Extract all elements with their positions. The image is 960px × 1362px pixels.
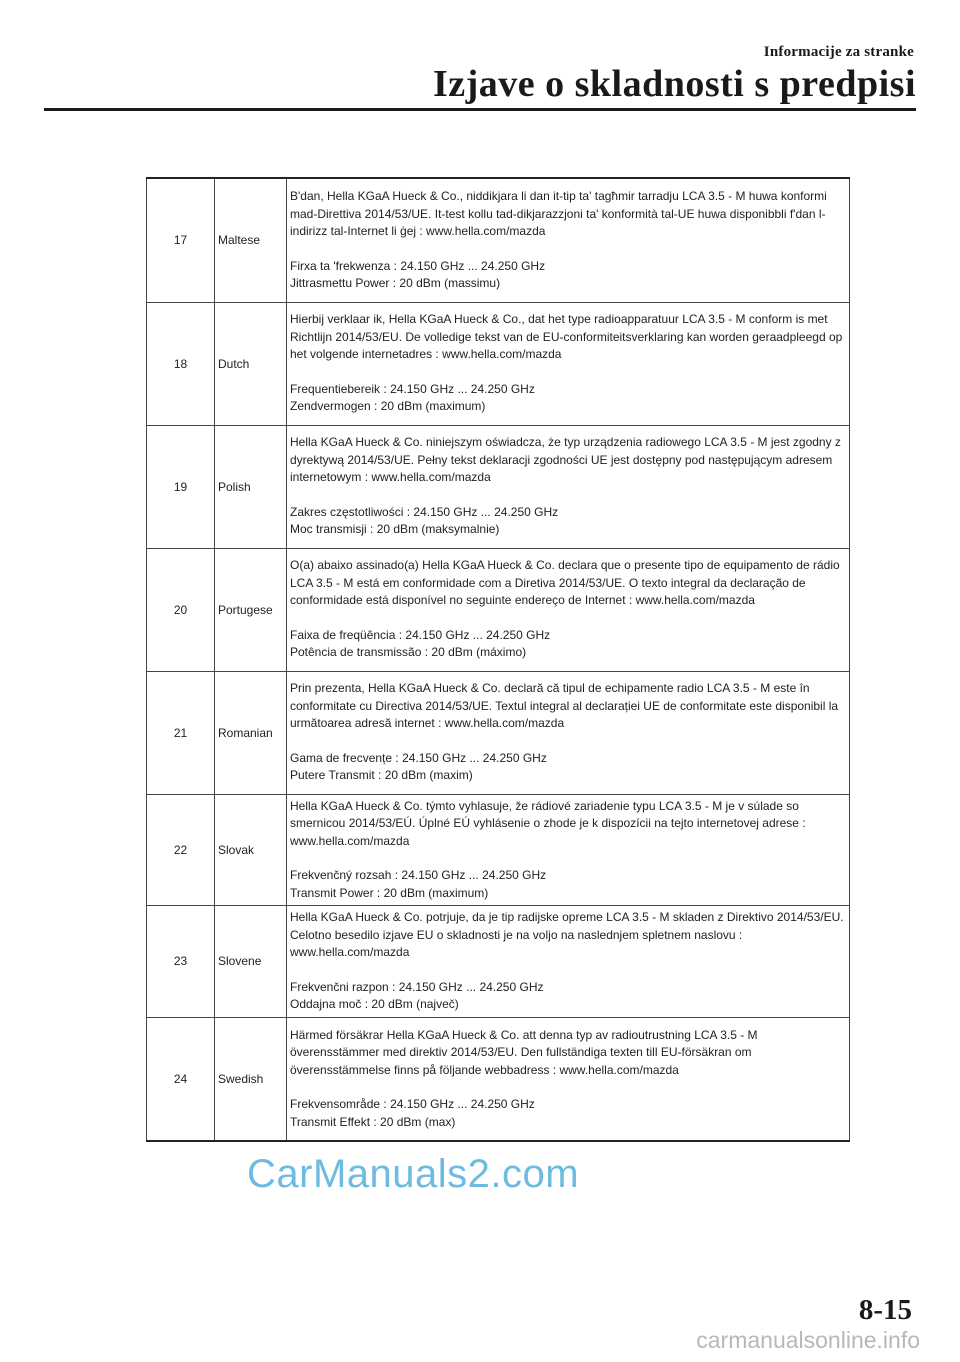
transmit-power-label: Jittrasmettu Power (290, 276, 390, 290)
frequency-band-value: 24.150 GHz ... 24.250 GHz (390, 1097, 535, 1111)
page-title: Izjave o skladnosti s predpisi (432, 63, 916, 105)
transmit-power: Moc transmisji : 20 dBm (maksymalnie) (290, 522, 500, 537)
table-row (147, 548, 850, 671)
declaration-text: Prin prezenta, Hella KGaA Hueck & Co. declară că tipul de echipamente radio LCA 3.5 - M este în conformitate cu Directiva 2014/53/UE. Textul integral al declarației UE de conformitate este disponibil la următoarea adresă internet : www.hella.com/mazda (290, 681, 839, 731)
transmit-power: Transmit Power : 20 dBm (maximum) (290, 885, 489, 900)
table-row (147, 1017, 850, 1141)
frequency-band: Frekvenčný rozsah : 24.150 GHz ... 24.250 GHz (290, 868, 547, 882)
transmit-power-label: Oddajna moč (290, 997, 362, 1011)
frequency-band-label: Firxa ta 'frekwenza (290, 258, 391, 273)
row-language: Portugese (215, 548, 287, 671)
row-declaration-cell (287, 178, 850, 302)
row-number: 20 (147, 548, 215, 671)
table-row (147, 906, 850, 1018)
declaration-text: Hierbij verklaar ik, Hella KGaA Hueck & Co., dat het type radioapparatuur LCA 3.5 - M conform is met Richtlijn 2014/53/EU. De volledige tekst van de EU-conformiteitsverklaring kan worden geraadpleegd op het volgende internetadres : www.hella.com/mazda (290, 312, 843, 362)
transmit-power: Jittrasmettu Power : 20 dBm (massimu) (290, 276, 501, 290)
frequency-band-value: 24.150 GHz ... 24.250 GHz (405, 627, 551, 642)
transmit-power-value: 20 dBm (max) (380, 1114, 456, 1129)
declaration-text: O(a) abaixo assinado(a) Hella KGaA Hueck & Co. declara que o presente tipo de equipamento de rádio LCA 3.5 - M está em conformidade com a Diretiva 2014/53/UE. O texto integral da declaração de conformidade está disponível no seguinte endereço de Internet : www.hella.com/mazda (290, 558, 840, 608)
frequency-band-label: Frekvenčný rozsah (290, 868, 392, 882)
transmit-power-value: 20 dBm (maxim) (384, 768, 473, 783)
transmit-power-label: Moc transmisji (290, 522, 367, 537)
transmit-power-label: Putere Transmit (290, 768, 375, 783)
transmit-power: Zendvermogen : 20 dBm (maximum) (290, 399, 486, 414)
transmit-power-label: Potência de transmissão (290, 645, 422, 660)
frequency-band: Frekvenčni razpon : 24.150 GHz ... 24.250 GHz (290, 979, 544, 994)
frequency-band-label: Zakres częstotliwości (290, 504, 404, 519)
frequency-band-label: Gama de frecvențe (290, 750, 393, 765)
transmit-power-value: 20 dBm (maksymalnie) (376, 522, 500, 537)
frequency-band-value: 24.150 GHz ... 24.250 GHz (413, 504, 559, 519)
frequency-band: Frequentiebereik : 24.150 GHz ... 24.250 GHz (290, 381, 535, 396)
declarations-table-body (147, 178, 850, 1141)
table-row (147, 794, 850, 906)
page-number: 8-15 (858, 1294, 912, 1326)
row-declaration-cell (287, 794, 850, 906)
transmit-power-value: 20 dBm (največ) (371, 997, 459, 1011)
row-number: 18 (147, 302, 215, 425)
row-declaration-cell (287, 906, 850, 1018)
frequency-band-label: Faixa de freqüência (290, 627, 396, 642)
transmit-power-value: 20 dBm (maximum) (383, 885, 489, 900)
transmit-power-value: 20 dBm (maximum) (380, 399, 486, 414)
frequency-band-label: Frekvensområde (290, 1097, 381, 1111)
frequency-band-label: Frequentiebereik (290, 381, 381, 396)
frequency-band: Zakres częstotliwości : 24.150 GHz ... 24.250 GHz (290, 504, 559, 519)
row-declaration-cell (287, 1017, 850, 1141)
row-number: 23 (147, 906, 215, 1018)
transmit-power-label: Transmit Power (290, 885, 374, 900)
frequency-band-label: Frekvenčni razpon (290, 979, 389, 994)
frequency-band-value: 24.150 GHz ... 24.250 GHz (400, 258, 546, 273)
row-language: Maltese (215, 178, 287, 302)
frequency-band: Firxa ta 'frekwenza : 24.150 GHz ... 24.250 GHz (290, 258, 546, 273)
frequency-band-value: 24.150 GHz ... 24.250 GHz (402, 750, 547, 765)
declaration-text: B'dan, Hella KGaA Hueck & Co., niddikjara li dan it-tip ta' tagħmir tarradju LCA 3.5 - M huwa konformi mad-Direttiva 2014/53/UE. It-test kollu tad-dikjarazzjoni ta' konformità tal-UE huwa disponibbli f'dan l-indirizz tal-Internet li ġej : www.hella.com/mazda (290, 189, 827, 238)
declarations-table (146, 177, 850, 1142)
row-language: Swedish (215, 1017, 287, 1141)
declaration-text: Hella KGaA Hueck & Co. týmto vyhlasuje, že rádiové zariadenie typu LCA 3.5 - M je v súlade so smernicou 2014/53/EÚ. Úplné EÚ vyhlásenie o zhode je k dispozícii na tejto internetovej adrese : www.hella.com/mazda (290, 798, 806, 848)
declaration-text: Hella KGaA Hueck & Co. potrjuje, da je tip radijske opreme LCA 3.5 - M skladen z Direktivo 2014/53/EU. Celotno besedilo izjave EU o skladnosti je na voljo na naslednjem spletnem naslovu : www.hella.com/mazda (290, 910, 844, 959)
transmit-power-label: Transmit Effekt (290, 1114, 371, 1129)
transmit-power: Transmit Effekt : 20 dBm (max) (290, 1114, 456, 1129)
frequency-band: Frekvensområde : 24.150 GHz ... 24.250 GHz (290, 1097, 535, 1111)
row-number: 21 (147, 671, 215, 794)
table-row (147, 671, 850, 794)
frequency-band-value: 24.150 GHz ... 24.250 GHz (401, 868, 547, 882)
transmit-power: Potência de transmissão : 20 dBm (máximo) (290, 645, 527, 660)
row-language: Polish (215, 425, 287, 548)
row-number: 19 (147, 425, 215, 548)
row-number: 17 (147, 178, 215, 302)
row-language: Romanian (215, 671, 287, 794)
declaration-text: Härmed försäkrar Hella KGaA Hueck & Co. att denna typ av radioutrustning LCA 3.5 - M överensstämmer med direktiv 2014/53/EU. Den fullständiga texten till EU-försäkran om överensstämmelse finns på följande webbadress : www.hella.com/mazda (290, 1027, 758, 1077)
frequency-band-value: 24.150 GHz ... 24.250 GHz (390, 381, 535, 396)
row-declaration-cell (287, 548, 850, 671)
transmit-power: Oddajna moč : 20 dBm (največ) (290, 997, 459, 1011)
table-row (147, 425, 850, 548)
row-declaration-cell (287, 302, 850, 425)
row-declaration-cell (287, 671, 850, 794)
transmit-power: Putere Transmit : 20 dBm (maxim) (290, 768, 473, 783)
transmit-power-value: 20 dBm (massimu) (399, 276, 501, 290)
declaration-text: Hella KGaA Hueck & Co. niniejszym oświadcza, że typ urządzenia radiowego LCA 3.5 - M jest zgodny z dyrektywą 2014/53/UE. Pełny tekst deklaracji zgodności UE jest dostępny pod następującym adresem internetowym : www.hella.com/mazda (290, 435, 841, 485)
table-row (147, 178, 850, 302)
section-label: Informacije za stranke (763, 44, 914, 60)
transmit-power-label: Zendvermogen (290, 399, 371, 414)
frequency-band: Gama de frecvențe : 24.150 GHz ... 24.250 GHz (290, 750, 547, 765)
row-language: Slovene (215, 906, 287, 1018)
frequency-band-value: 24.150 GHz ... 24.250 GHz (398, 979, 544, 994)
transmit-power-value: 20 dBm (máximo) (431, 645, 527, 660)
footer-watermark: carmanualsonline.info (696, 1327, 920, 1353)
row-language: Dutch (215, 302, 287, 425)
row-declaration-cell (287, 425, 850, 548)
header-divider (44, 108, 916, 111)
watermark-logo: CarManuals2.com (247, 1152, 580, 1196)
row-number: 22 (147, 794, 215, 906)
table-row (147, 302, 850, 425)
frequency-band: Faixa de freqüência : 24.150 GHz ... 24.250 GHz (290, 627, 551, 642)
row-language: Slovak (215, 794, 287, 906)
row-number: 24 (147, 1017, 215, 1141)
